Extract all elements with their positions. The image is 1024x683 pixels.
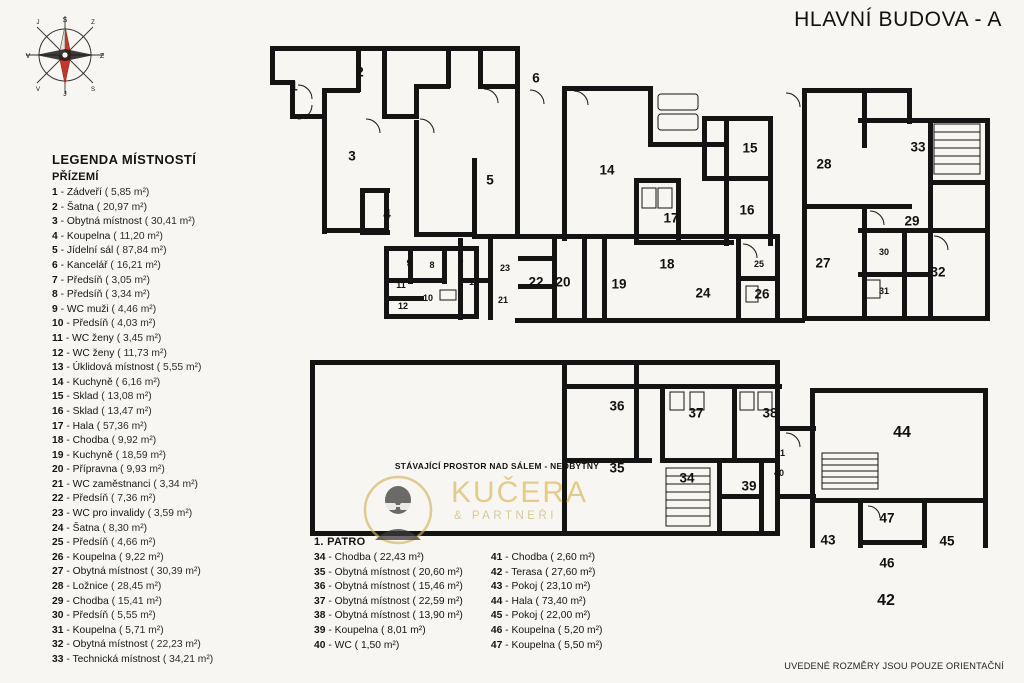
- legend-item-number: 37: [314, 595, 326, 607]
- legend-item-name: Koupelna: [66, 230, 111, 242]
- legend-item-number: 26: [52, 551, 64, 563]
- legend-heading: LEGENDA MÍSTNOSTÍ: [52, 152, 197, 167]
- legend-item-number: 15: [52, 391, 64, 403]
- legend-item-name: Koupelna: [511, 639, 555, 651]
- legend-item-number: 34: [314, 552, 326, 563]
- legend-item-number: 33: [52, 654, 64, 665]
- legend-item-name: Terasa: [511, 566, 543, 578]
- legend-floor2-heading: 1. PATRO: [314, 536, 366, 548]
- legend-item-name: Obytná místnost: [334, 581, 410, 593]
- legend-item-area: ( 22,23 m²): [150, 639, 201, 651]
- legend-item-number: 6: [52, 259, 58, 271]
- legend-item-number: 19: [52, 449, 64, 461]
- legend-item-number: 18: [52, 435, 64, 447]
- legend-item-number: 24: [52, 522, 64, 534]
- room-number-42: 42: [877, 592, 895, 609]
- legend-item-area: ( 3,05 m²): [105, 274, 150, 286]
- legend-item-name: Koupelna: [334, 624, 379, 636]
- legend-item-number: 47: [490, 639, 503, 651]
- legend-item-area: ( 57,36 m²): [96, 420, 148, 432]
- room-number-9: 9: [406, 258, 412, 268]
- room-number-1: 1: [290, 78, 298, 94]
- legend-item-number: 14: [52, 376, 64, 388]
- legend-item-area: ( 30,41 m²): [144, 216, 196, 228]
- legend-item-area: ( 2,60 m²): [550, 552, 596, 563]
- legend-item-number: 28: [52, 581, 64, 593]
- legend-item-number: 3: [52, 216, 58, 228]
- legend-item-area: ( 3,34 m²): [105, 289, 150, 301]
- legend-item: 11 - WC ženy ( 3,45 m²): [52, 332, 162, 344]
- watermark-subtitle: & PARTNEŘI: [454, 510, 557, 522]
- legend-item-number: 5: [52, 245, 58, 257]
- room-number-38: 38: [762, 405, 778, 421]
- legend-item-area: ( 11,73 m²): [117, 347, 167, 359]
- legend-item: 35 - Obytná místnost ( 20,60 m²): [314, 566, 463, 578]
- room-number-21: 21: [497, 295, 509, 305]
- legend-item-number: 21: [52, 478, 64, 490]
- legend-item-name: Hala: [72, 420, 94, 432]
- disclaimer-note: UVEDENÉ ROZMĚRY JSOU POUZE ORIENTAČNÍ: [784, 661, 1004, 671]
- legend-item: 32 - Obytná místnost ( 22,23 m²): [52, 639, 201, 651]
- legend-item: 43 - Pokoj ( 23,10 m²): [490, 581, 591, 593]
- compass-sw-label: V: [35, 87, 41, 93]
- legend-item: 4 - Koupelna ( 11,20 m²): [52, 230, 163, 242]
- legend-item-area: ( 11,20 m²): [113, 230, 163, 242]
- legend-item-area: ( 8,01 m²): [381, 624, 426, 636]
- legend-item-area: ( 5,85 m²): [104, 187, 150, 198]
- legend-item-number: 1: [52, 187, 58, 198]
- room-number-13: 13: [468, 277, 480, 287]
- legend-item: 12 - WC ženy ( 11,73 m²): [52, 347, 167, 359]
- legend-item: 40 - WC ( 1,50 m²): [314, 639, 400, 651]
- legend-item: 17 - Hala ( 57,36 m²): [52, 420, 148, 432]
- legend-item-number: 8: [52, 289, 58, 301]
- legend-item-number: 36: [314, 581, 326, 593]
- legend-item: 29 - Chodba ( 15,41 m²): [52, 595, 162, 607]
- room-number-5: 5: [486, 172, 494, 188]
- legend-item: 23 - WC pro invalidy ( 3,59 m²): [52, 508, 193, 520]
- room-number-31: 31: [878, 286, 890, 296]
- room-number-19: 19: [611, 276, 627, 292]
- legend-item: 47 - Koupelna ( 5,50 m²): [490, 639, 603, 651]
- legend-item-name: Ložnice: [72, 581, 109, 593]
- page-title: HLAVNÍ BUDOVA - A: [794, 8, 1002, 31]
- compass-e-label: Z: [99, 53, 105, 60]
- room-number-2: 2: [356, 64, 364, 80]
- legend-item: 10 - Předsíň ( 4,03 m²): [52, 318, 156, 330]
- legend-item-name: Předsíň: [66, 289, 103, 301]
- room-number-15: 15: [742, 140, 758, 156]
- legend-item-area: ( 87,84 m²): [116, 245, 167, 257]
- legend-item-name: Chodba: [72, 435, 109, 447]
- legend-item: 39 - Koupelna ( 8,01 m²): [314, 624, 426, 636]
- legend-item-name: Koupelna: [72, 624, 117, 636]
- legend-item-area: ( 13,08 m²): [101, 391, 152, 403]
- legend-item-area: ( 30,39 m²): [150, 566, 201, 578]
- compass-n-label: S: [62, 17, 68, 24]
- legend-item-name: Pokoj: [511, 610, 538, 622]
- legend-item-area: ( 5,55 m²): [156, 362, 202, 374]
- legend-item-number: 23: [52, 508, 64, 520]
- legend-item-area: ( 1,50 m²): [354, 639, 400, 651]
- legend-item: 41 - Chodba ( 2,60 m²): [490, 552, 596, 563]
- legend-item-number: 32: [52, 639, 64, 651]
- legend-item-number: 16: [52, 405, 64, 417]
- legend-item-name: Kancelář: [66, 259, 108, 271]
- legend-item-name: Předsíň: [72, 610, 109, 622]
- legend-item-name: Předsíň: [72, 318, 109, 330]
- legend-item-area: ( 5,20 m²): [557, 624, 603, 636]
- legend-item-name: Koupelna: [72, 551, 117, 563]
- room-number-35: 35: [609, 460, 625, 476]
- room-number-6: 6: [532, 70, 540, 86]
- room-number-23: 23: [499, 263, 511, 273]
- room-number-17: 17: [663, 210, 679, 226]
- room-number-45: 45: [939, 533, 955, 549]
- legend-item-area: ( 9,22 m²): [119, 551, 164, 563]
- legend-item: 21 - WC zaměstnanci ( 3,34 m²): [52, 478, 198, 490]
- legend-item-area: ( 13,47 m²): [101, 405, 152, 417]
- legend-item-number: 38: [314, 610, 326, 622]
- legend-item-area: ( 3,45 m²): [116, 332, 162, 344]
- legend-item-number: 27: [52, 566, 64, 578]
- room-number-8: 8: [429, 260, 435, 270]
- room-number-30: 30: [878, 247, 890, 257]
- room-number-20: 20: [555, 274, 571, 290]
- legend-item: 16 - Sklad ( 13,47 m²): [52, 405, 152, 417]
- legend-item-name: Sklad: [72, 391, 99, 403]
- legend-item-name: Kuchyně: [72, 376, 113, 388]
- legend-item-number: 20: [52, 464, 64, 476]
- legend-item-area: ( 5,55 m²): [111, 610, 156, 622]
- legend-item-area: ( 3,34 m²): [153, 478, 198, 490]
- room-number-3: 3: [348, 148, 356, 164]
- hall-note-label: STÁVAJÍCÍ PROSTOR NAD SÁLEM - NEOBYTNÝ: [394, 461, 600, 471]
- legend-item-name: WC: [334, 639, 352, 651]
- legend-item-name: Úklidová místnost: [72, 362, 154, 374]
- legend-item-name: WC ženy: [72, 347, 115, 359]
- room-number-47: 47: [879, 510, 895, 526]
- legend-item-area: ( 6,16 m²): [115, 376, 161, 388]
- legend-item-area: ( 9,93 m²): [120, 464, 165, 476]
- legend-item: 8 - Předsíň ( 3,34 m²): [52, 289, 150, 301]
- room-number-12: 12: [397, 301, 409, 311]
- legend-item-name: Obytná místnost: [334, 595, 410, 607]
- legend-ground-floor: [52, 152, 288, 668]
- legend-item-area: ( 5,71 m²): [119, 624, 164, 636]
- legend-item: 3 - Obytná místnost ( 30,41 m²): [52, 216, 196, 228]
- legend-item-area: ( 15,46 m²): [412, 581, 463, 593]
- legend-item-number: 10: [52, 318, 64, 330]
- legend-item: 9 - WC muži ( 4,46 m²): [52, 303, 157, 315]
- legend-item-area: ( 18,59 m²): [115, 449, 166, 461]
- legend-item-number: 22: [52, 493, 64, 505]
- legend-item: 27 - Obytná místnost ( 30,39 m²): [52, 566, 201, 578]
- legend-item-name: WC pro invalidy: [72, 508, 145, 520]
- legend-item-name: Předsíň: [72, 493, 109, 505]
- room-number-14: 14: [599, 162, 615, 178]
- room-number-18: 18: [659, 256, 675, 272]
- legend-floor2-list-right: [491, 551, 603, 653]
- legend-item: 36 - Obytná místnost ( 15,46 m²): [314, 581, 463, 593]
- compass-nw-label: J: [36, 20, 40, 26]
- legend-item-name: Obytná místnost: [72, 639, 148, 651]
- legend-item-area: ( 3,59 m²): [147, 508, 193, 520]
- legend-item: 20 - Přípravna ( 9,93 m²): [52, 464, 165, 476]
- room-number-16: 16: [739, 202, 755, 218]
- legend-item-number: 44: [490, 595, 503, 607]
- room-number-26: 26: [754, 286, 770, 302]
- room-number-29: 29: [904, 213, 920, 229]
- legend-item-number: 2: [52, 201, 58, 213]
- legend-item: 44 - Hala ( 73,40 m²): [490, 595, 586, 607]
- floorplan-svg: [262, 28, 1014, 548]
- legend-item: 5 - Jídelní sál ( 87,84 m²): [52, 245, 167, 257]
- legend-item-name: Kuchyně: [72, 449, 113, 461]
- legend-item-name: Hala: [511, 595, 533, 607]
- legend-item-name: Zádveří: [66, 187, 102, 198]
- legend-item: 2 - Šatna ( 20,97 m²): [52, 201, 148, 213]
- legend-item-name: Technická místnost: [72, 654, 160, 665]
- room-number-28: 28: [816, 156, 832, 172]
- legend-item: 45 - Pokoj ( 22,00 m²): [490, 610, 591, 622]
- legend-item-name: Obytná místnost: [66, 216, 142, 228]
- legend-item-area: ( 15,41 m²): [111, 595, 162, 607]
- room-number-46: 46: [879, 555, 895, 571]
- legend-item-area: ( 23,10 m²): [540, 581, 591, 593]
- legend-item: 37 - Obytná místnost ( 22,59 m²): [314, 595, 463, 607]
- room-number-25: 25: [753, 259, 765, 269]
- legend-item-number: 12: [52, 347, 64, 359]
- legend-item: 1 - Zádveří ( 5,85 m²): [52, 187, 150, 198]
- room-number-11: 11: [396, 280, 406, 290]
- room-number-7: 7: [458, 259, 464, 269]
- legend-item-name: Chodba: [72, 595, 109, 607]
- legend-item-name: Jídelní sál: [66, 245, 114, 257]
- compass-w-label: V: [25, 53, 31, 60]
- legend-item: 34 - Chodba ( 22,43 m²): [314, 552, 424, 563]
- legend-item-number: 7: [52, 274, 58, 286]
- legend-item-number: 29: [52, 595, 64, 607]
- legend-item-area: ( 20,97 m²): [96, 201, 148, 213]
- legend-item-name: Šatna: [72, 522, 100, 534]
- legend-item-area: ( 4,46 m²): [111, 303, 157, 315]
- legend-item: 18 - Chodba ( 9,92 m²): [52, 435, 157, 447]
- legend-item-name: Chodba: [511, 552, 548, 563]
- room-number-22: 22: [528, 274, 544, 290]
- legend-item-name: WC zaměstnanci: [72, 478, 151, 490]
- legend-item-area: ( 4,03 m²): [111, 318, 156, 330]
- legend-item-area: ( 7,36 m²): [111, 493, 156, 505]
- legend-item-area: ( 13,90 m²): [412, 610, 463, 622]
- legend-item-number: 39: [314, 624, 326, 636]
- legend-item-number: 35: [314, 566, 326, 578]
- room-number-41: 41: [774, 448, 786, 458]
- legend-item-area: ( 8,30 m²): [102, 522, 148, 534]
- legend-item-number: 17: [52, 420, 64, 432]
- legend-item-name: WC muži: [66, 303, 109, 315]
- room-number-40: 40: [773, 468, 785, 478]
- room-number-39: 39: [741, 478, 757, 494]
- legend-floor1-list: [52, 186, 288, 668]
- legend-item-name: Předsíň: [72, 537, 109, 549]
- room-number-43: 43: [820, 532, 836, 548]
- legend-item-area: ( 27,60 m²): [545, 566, 596, 578]
- room-number-36: 36: [609, 398, 625, 414]
- room-number-10: 10: [422, 293, 434, 303]
- legend-item-area: ( 22,43 m²): [373, 552, 424, 563]
- room-number-27: 27: [815, 255, 831, 271]
- legend-item-name: Obytná místnost: [72, 566, 148, 578]
- legend-item-area: ( 22,00 m²): [540, 610, 591, 622]
- legend-item-number: 25: [52, 537, 64, 549]
- legend-item: 25 - Předsíň ( 4,66 m²): [52, 537, 156, 549]
- legend-item: 31 - Koupelna ( 5,71 m²): [52, 624, 164, 636]
- legend-item-area: ( 34,21 m²): [162, 654, 214, 665]
- room-number-33: 33: [910, 139, 926, 155]
- legend-item: 30 - Předsíň ( 5,55 m²): [52, 610, 156, 622]
- legend-item-area: ( 28,45 m²): [111, 581, 162, 593]
- legend-first-floor: [314, 536, 734, 653]
- legend-item-number: 11: [52, 332, 63, 344]
- legend-item: 28 - Ložnice ( 28,45 m²): [52, 581, 162, 593]
- legend-item: 13 - Úklidová místnost ( 5,55 m²): [52, 362, 202, 374]
- legend-item-name: Koupelna: [511, 624, 555, 636]
- room-number-44: 44: [893, 424, 911, 441]
- compass-rose: [22, 12, 108, 98]
- legend-item: 26 - Koupelna ( 9,22 m²): [52, 551, 164, 563]
- legend-item-name: WC ženy: [72, 332, 114, 344]
- legend-item-area: ( 5,50 m²): [557, 639, 603, 651]
- legend-floor1-heading: PŘÍZEMÍ: [52, 171, 99, 183]
- legend-item: 24 - Šatna ( 8,30 m²): [52, 522, 148, 534]
- legend-item-name: Předsíň: [66, 274, 103, 286]
- legend-item: 14 - Kuchyně ( 6,16 m²): [52, 376, 161, 388]
- legend-item-number: 43: [490, 581, 503, 593]
- compass-ne-label: Z: [91, 20, 95, 26]
- compass-s-label: J: [63, 91, 67, 98]
- legend-item-number: 30: [52, 610, 64, 622]
- legend-item-number: 31: [52, 624, 64, 636]
- legend-item: 19 - Kuchyně ( 18,59 m²): [52, 449, 166, 461]
- legend-item: 42 - Terasa ( 27,60 m²): [490, 566, 596, 578]
- legend-item-number: 13: [52, 362, 64, 374]
- legend-floor2-list-left: [314, 551, 463, 653]
- legend-item: 6 - Kancelář ( 16,21 m²): [52, 259, 161, 271]
- legend-item-area: ( 16,21 m²): [110, 259, 161, 271]
- legend-item-area: ( 4,66 m²): [111, 537, 156, 549]
- legend-item-name: Přípravna: [72, 464, 118, 476]
- room-number-24: 24: [695, 285, 711, 301]
- legend-item: 38 - Obytná místnost ( 13,90 m²): [314, 610, 463, 622]
- legend-item-name: Chodba: [334, 552, 371, 563]
- legend-item-name: Šatna: [66, 201, 94, 213]
- legend-item: 22 - Předsíň ( 7,36 m²): [52, 493, 156, 505]
- legend-item-name: Obytná místnost: [334, 566, 410, 578]
- legend-item-area: ( 20,60 m²): [412, 566, 463, 578]
- legend-item: 33 - Technická místnost ( 34,21 m²): [52, 654, 214, 665]
- legend-item-area: ( 22,59 m²): [412, 595, 463, 607]
- legend-item-area: ( 9,92 m²): [111, 435, 157, 447]
- legend-item-number: 9: [52, 303, 58, 315]
- legend-item-area: ( 73,40 m²): [535, 595, 586, 607]
- room-number-37: 37: [688, 405, 704, 421]
- legend-item-number: 41: [490, 552, 503, 563]
- compass-se-label: S: [90, 87, 96, 93]
- legend-item-name: Sklad: [72, 405, 99, 417]
- legend-item-number: 42: [490, 566, 503, 578]
- legend-item: 15 - Sklad ( 13,08 m²): [52, 391, 152, 403]
- legend-item-name: Pokoj: [511, 581, 538, 593]
- legend-item-number: 46: [490, 624, 503, 636]
- legend-item: 46 - Koupelna ( 5,20 m²): [490, 624, 603, 636]
- room-number-4: 4: [383, 206, 391, 222]
- legend-item-number: 40: [314, 639, 326, 651]
- watermark-name: KUČERA: [451, 476, 589, 509]
- room-number-32: 32: [930, 264, 946, 280]
- legend-item: 7 - Předsíň ( 3,05 m²): [52, 274, 150, 286]
- legend-item-number: 4: [52, 230, 58, 242]
- legend-item-number: 45: [490, 610, 503, 622]
- legend-item-name: Obytná místnost: [334, 610, 410, 622]
- room-number-34: 34: [679, 470, 695, 486]
